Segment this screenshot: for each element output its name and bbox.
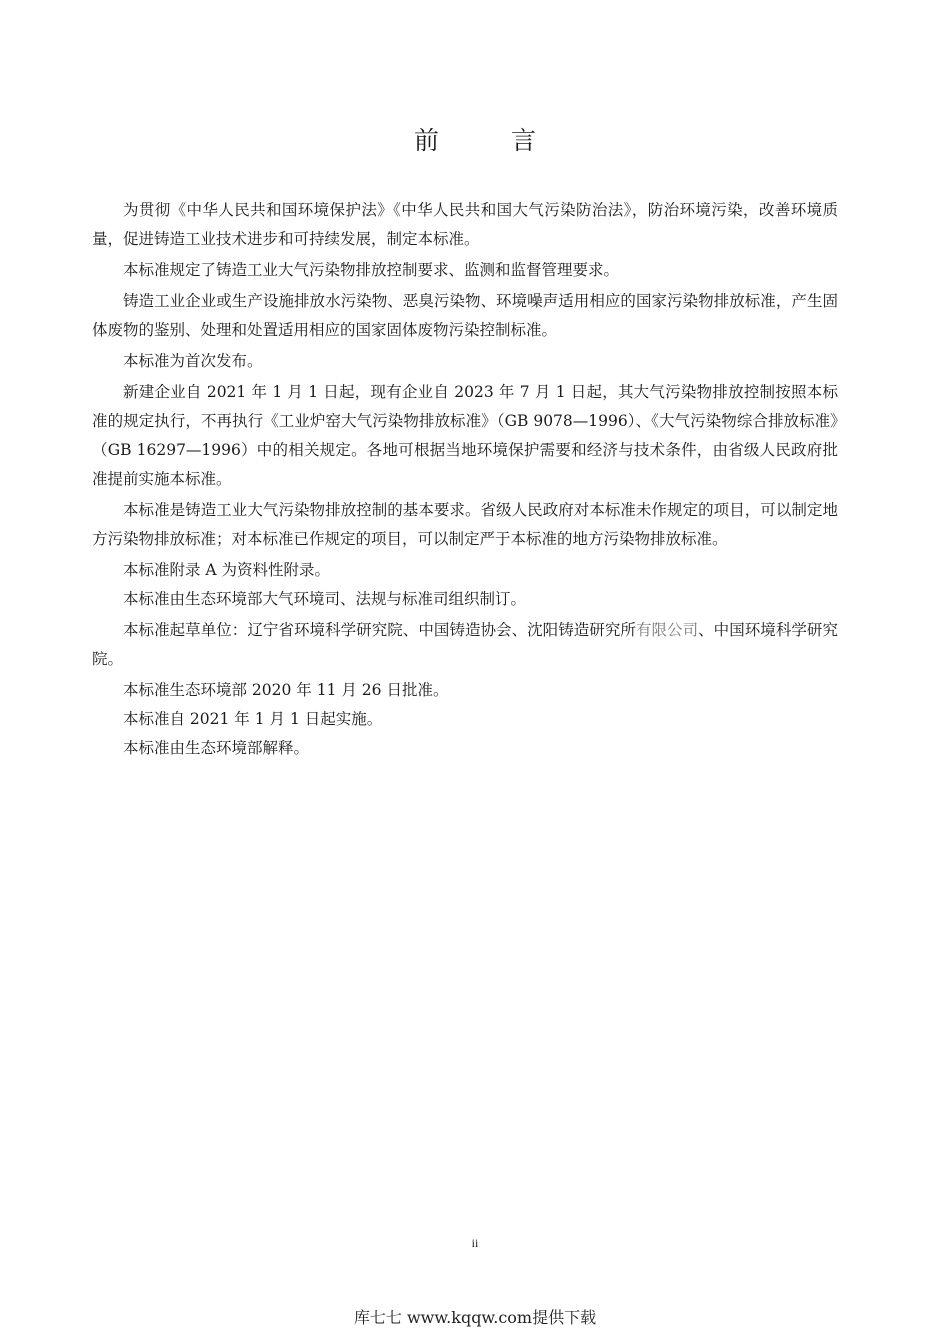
- paragraph-other-standards: 铸造工业企业或生产设施排放水污染物、恶臭污染物、环境噪声适用相应的国家污染物排放标准，产生固体废物的鉴别、处理和处置适用相应的国家固体废物污染控制标准。: [92, 292, 838, 339]
- download-footer: 库七七 www.kqqw.com提供下载: [353, 1308, 597, 1327]
- drafting-units-text-end: 、中国环境科学研究院。: [92, 621, 838, 668]
- paragraph-appendix: 本标准附录 A 为资料性附录。: [123, 561, 331, 579]
- paragraph-first-release: 本标准为首次发布。: [123, 352, 263, 370]
- paragraph-scope: 本标准规定了铸造工业大气污染物排放控制要求、监测和监督管理要求。: [123, 261, 620, 279]
- page-title: 前 言: [414, 126, 568, 155]
- drafting-units-text: 本标准起草单位：辽宁省环境科学研究院、中国铸造协会、沈阳铸造研究所: [123, 621, 636, 639]
- paragraph-effective-dates: 新建企业自 2021 年 1 月 1 日起，现有企业自 2023 年 7 月 1 日起，其大气污染物排放控制按照本标准的规定执行，不再执行《工业炉窑大气污染物排放标准》（GB 9078—1996）、《大气污染物综合排放标准》（GB 16297—1996）中的相关规定。各地可根据当地环境保护需要和经济与技术条件，由省级人民政府批准提前实施本标准。: [92, 383, 838, 488]
- paragraph-drafting-units: [92, 616, 838, 674]
- paragraph-organizer: 本标准由生态环境部大气环境司、法规与标准司组织制订。: [123, 590, 527, 608]
- foreword-body: [92, 196, 838, 763]
- paragraph-interpretation: 本标准由生态环境部解释。: [123, 739, 310, 757]
- paragraph-implementation: 本标准自 2021 年 1 月 1 日起实施。: [123, 710, 383, 728]
- paragraph-approval: 本标准生态环境部 2020 年 11 月 26 日批准。: [123, 681, 449, 699]
- page-number: ii: [471, 1236, 479, 1250]
- paragraph-purpose: 为贯彻《中华人民共和国环境保护法》《中华人民共和国大气污染防治法》，防治环境污染，改善环境质量，促进铸造工业技术进步和可持续发展，制定本标准。: [92, 201, 838, 248]
- paragraph-basic-requirements: 本标准是铸造工业大气污染物排放控制的基本要求。省级人民政府对本标准未作规定的项目，可以制定地方污染物排放标准；对本标准已作规定的项目，可以制定严于本标准的地方污染物排放标准。: [92, 501, 838, 548]
- drafting-units-grey-text: 有限公司: [635, 621, 699, 639]
